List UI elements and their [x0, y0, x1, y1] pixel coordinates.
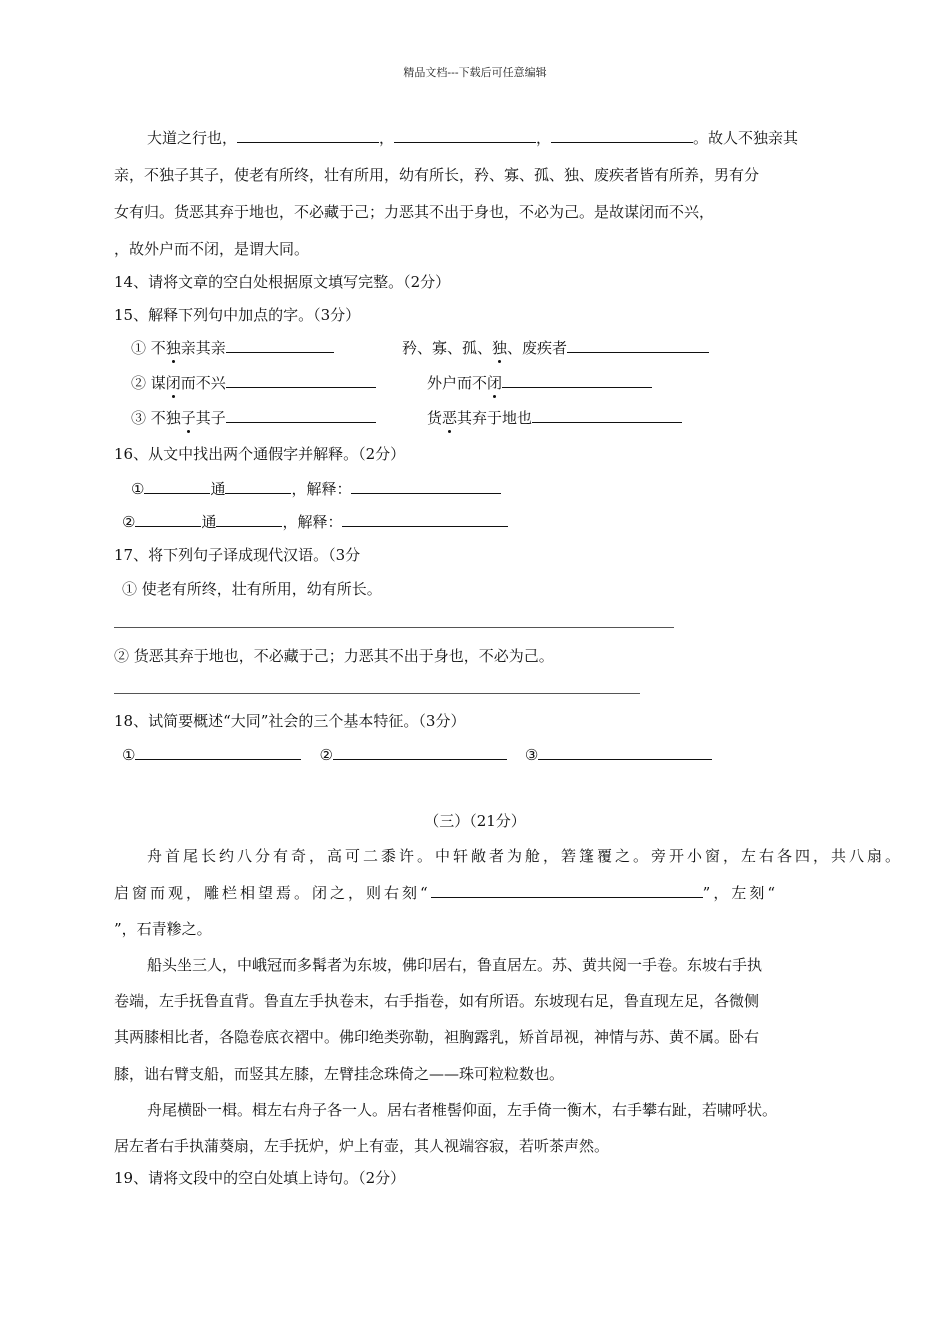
question-16: 16、从文中找出两个通假字并解释。（2分） [114, 445, 406, 463]
q17-item-2: ② 货恶其弃于地也，不必藏于己；力恶其不出于身也，不必为己。 [114, 647, 554, 665]
question-14: 14、请将文章的空白处根据原文填写完整。（2分） [114, 273, 451, 291]
passage3-line-8: 舟尾横卧一楫。楫左右舟子各一人。居右者椎髻仰面，左手倚一衡木，右手攀右趾，若啸呼状。 [147, 1101, 778, 1119]
q15-item-2: 矜、寡、孤、独、废疾者 [402, 338, 709, 358]
passage2-line-2: 亲，不独子其子，使老有所终，壮有所用，幼有所长，矜、寡、孤、独、废疾者皆有所养，男有分 [114, 166, 760, 184]
passage2-line-3: 女有归。货恶其弃于地也，不必藏于己；力恶其不出于身也，不必为己。是故谋闭而不兴， [114, 203, 715, 221]
question-19: 19、请将文段中的空白处填上诗句。（2分） [114, 1169, 406, 1187]
page-header: 精品文档---下载后可任意编辑 [403, 66, 547, 79]
passage3-line-9: 居左者右手执蒲葵扇，左手抚炉，炉上有壶，其人视端容寂，若听茶声然。 [114, 1137, 610, 1155]
passage3-line-4: 船头坐三人，中峨冠而多髯者为东坡，佛印居右，鲁直居左。苏、黄共阅一手卷。东坡右手执 [147, 956, 763, 974]
q15-item-1: ① 不独亲其亲 [131, 338, 334, 358]
passage2-line-4: ，故外户而不闭，是谓大同。 [114, 240, 310, 258]
q17-answer-line-1 [114, 627, 674, 628]
question-15: 15、解释下列句中加点的字。（3分） [114, 306, 361, 324]
q15-item-6: 货恶其弃于地也 [427, 408, 682, 428]
passage3-line-3: ”，石青糁之。 [114, 920, 212, 938]
q15-item-4: 外户而不闭 [427, 373, 652, 393]
q15-item-5: ③ 不独子其子 [131, 408, 376, 428]
passage3-line-1: 舟首尾长约八分有奇，高可二黍许。中轩敞者为舱，箬篷覆之。旁开小窗，左右各四，共八扇。 [147, 847, 904, 865]
passage3-line-7: 膝，诎右臂支船，而竖其左膝，左臂挂念珠倚之——珠可粒粒数也。 [114, 1065, 565, 1083]
question-18: 18、试简要概述“大同”社会的三个基本特征。（3分） [114, 712, 466, 730]
q17-item-1: ① 使老有所终，壮有所用，幼有所长。 [122, 580, 382, 598]
q18-answers: ① ② ③ [122, 745, 712, 765]
passage2-line-1: 大道之行也， ， ， 。故人不独亲其 [147, 129, 799, 147]
q17-answer-line-2 [114, 693, 640, 694]
q16-item-2: ② 通 ，解释： [122, 512, 508, 532]
q16-item-1: ① 通 ，解释： [131, 479, 501, 499]
question-17: 17、将下列句子译成现代汉语。（3分 [114, 546, 361, 564]
q15-item-3: ② 谋闭而不兴 [131, 373, 376, 393]
passage3-line-2: 启窗而观，雕栏相望焉。闭之，则右刻“ ”，左刻“ [114, 884, 779, 902]
passage3-line-6: 其两膝相比者，各隐卷底衣褶中。佛印绝类弥勒，袒胸露乳，矫首昂视，神情与苏、黄不属。卧右 [114, 1028, 760, 1046]
section-3-heading: （三）（21分） [424, 812, 526, 830]
passage3-line-5: 卷端，左手抚鲁直背。鲁直左手执卷末，右手指卷，如有所语。东坡现右足，鲁直现左足，各微侧 [114, 992, 760, 1010]
